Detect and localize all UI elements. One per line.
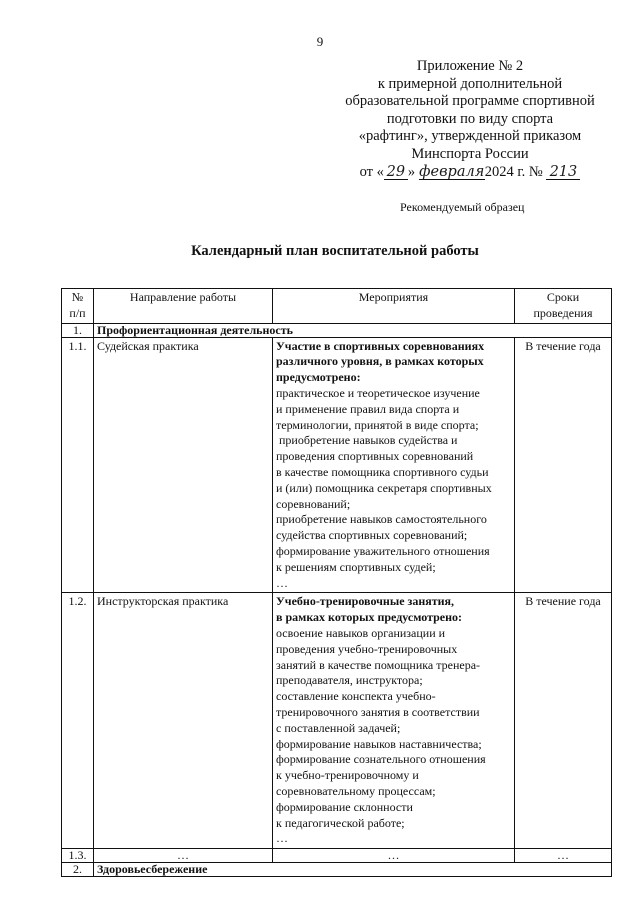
header-num-text: № п/п bbox=[69, 290, 86, 320]
row-direction: Инструкторская практика bbox=[94, 593, 273, 849]
section-num: 1. bbox=[62, 323, 94, 337]
section-title: Профориентационная деятельность bbox=[94, 323, 612, 337]
table-row bbox=[62, 593, 612, 849]
activity-line: проведения спортивных соревнований bbox=[276, 449, 474, 464]
section-row-2 bbox=[62, 863, 612, 877]
row-terms: В течение года bbox=[515, 593, 612, 849]
handwritten-day: 29 bbox=[384, 165, 408, 180]
activity-line: формирование сознательного отношения bbox=[276, 752, 486, 767]
activity-heading-line: в рамках которых предусмотрено: bbox=[276, 610, 463, 625]
header-num bbox=[62, 289, 94, 324]
activity-heading-line: Участие в спортивных соревнованиях bbox=[276, 338, 485, 353]
header-terms-text: Сроки проведения bbox=[533, 290, 593, 320]
section-title: Здоровьесбережение bbox=[94, 863, 612, 877]
activity-line: терминологии, принятой в виде спорта; bbox=[276, 417, 479, 432]
appendix-line: «рафтинг», утвержденной приказом bbox=[358, 128, 582, 145]
activity-heading-line: предусмотрено: bbox=[276, 370, 361, 385]
row-num: 1.3. bbox=[62, 849, 94, 863]
activity-heading-line: Учебно-тренировочные занятия, bbox=[276, 594, 455, 609]
section-num: 2. bbox=[62, 863, 94, 877]
activity-line: и (или) помощника секретаря спортивных bbox=[276, 480, 492, 495]
appendix-block bbox=[330, 58, 610, 181]
appendix-line: образовательной программе спортивной bbox=[345, 93, 595, 110]
activity-line: … bbox=[276, 575, 288, 590]
table-header-row bbox=[62, 289, 612, 324]
date-year: 2024 г. № bbox=[484, 163, 543, 180]
activity-line: формирование навыков наставничества; bbox=[276, 736, 482, 751]
appendix-line: к примерной дополнительной bbox=[377, 75, 563, 92]
activity-line: соревновательному процессам; bbox=[276, 783, 436, 798]
header-terms bbox=[515, 289, 612, 324]
activity-line: … bbox=[276, 831, 288, 846]
activity-line: тренировочного занятия в соответствии bbox=[276, 704, 480, 719]
section-row-1 bbox=[62, 323, 612, 337]
header-activities: Мероприятия bbox=[273, 289, 515, 324]
activity-line: с поставленной задачей; bbox=[276, 720, 401, 735]
order-date-line bbox=[330, 164, 610, 182]
row-activities: … bbox=[273, 849, 515, 863]
plan-table bbox=[61, 288, 612, 877]
appendix-line: Приложение № 2 bbox=[416, 58, 524, 74]
activity-line: к педагогической работе; bbox=[276, 815, 405, 830]
activity-line: практическое и теоретическое изучение bbox=[276, 385, 480, 400]
sample-label: Рекомендуемый образец bbox=[400, 200, 525, 214]
appendix-line: Минспорта России bbox=[411, 145, 529, 162]
activity-heading-line: различного уровня, в рамках которых bbox=[276, 354, 484, 369]
activity-line: освоение навыков организации и bbox=[276, 625, 446, 640]
row-activities bbox=[273, 593, 515, 849]
activity-line: соревнований; bbox=[276, 496, 351, 511]
activity-line: к учебно-тренировочному и bbox=[276, 768, 419, 783]
activity-line: формирование склонности bbox=[276, 799, 413, 814]
activity-line: занятий в качестве помощника тренера- bbox=[276, 657, 481, 672]
row-direction: Судейская практика bbox=[94, 337, 273, 593]
activity-line: составление конспекта учебно- bbox=[276, 689, 436, 704]
handwritten-month: февраля bbox=[419, 163, 485, 180]
appendix-line: подготовки по виду спорта bbox=[386, 110, 554, 127]
table-row bbox=[62, 337, 612, 593]
document-title: Календарный план воспитательной работы bbox=[191, 243, 479, 259]
row-terms: В течение года bbox=[515, 337, 612, 593]
handwritten-order-number: 213 bbox=[546, 165, 580, 180]
page-number: 9 bbox=[316, 34, 324, 49]
row-num: 1.1. bbox=[62, 337, 94, 593]
activity-line: преподавателя, инструктора; bbox=[276, 673, 423, 688]
table-row bbox=[62, 849, 612, 863]
activity-line: к решениям спортивных судей; bbox=[276, 559, 436, 574]
activity-line: приобретение навыков самостоятельного bbox=[276, 512, 487, 527]
activity-line: приобретение навыков судейства и bbox=[276, 433, 458, 448]
date-mid: » bbox=[407, 163, 416, 180]
activity-line: в качестве помощника спортивного судьи bbox=[276, 464, 489, 479]
activity-line: проведения учебно-тренировочных bbox=[276, 641, 458, 656]
activity-line: и применение правил вида спорта и bbox=[276, 401, 460, 416]
date-prefix: от « bbox=[359, 163, 384, 180]
row-direction: … bbox=[94, 849, 273, 863]
row-activities bbox=[273, 337, 515, 593]
row-terms: … bbox=[515, 849, 612, 863]
activity-line: судейства спортивных соревнований; bbox=[276, 528, 468, 543]
row-num: 1.2. bbox=[62, 593, 94, 849]
activity-line: формирование уважительного отношения bbox=[276, 543, 490, 558]
header-direction: Направление работы bbox=[94, 289, 273, 324]
